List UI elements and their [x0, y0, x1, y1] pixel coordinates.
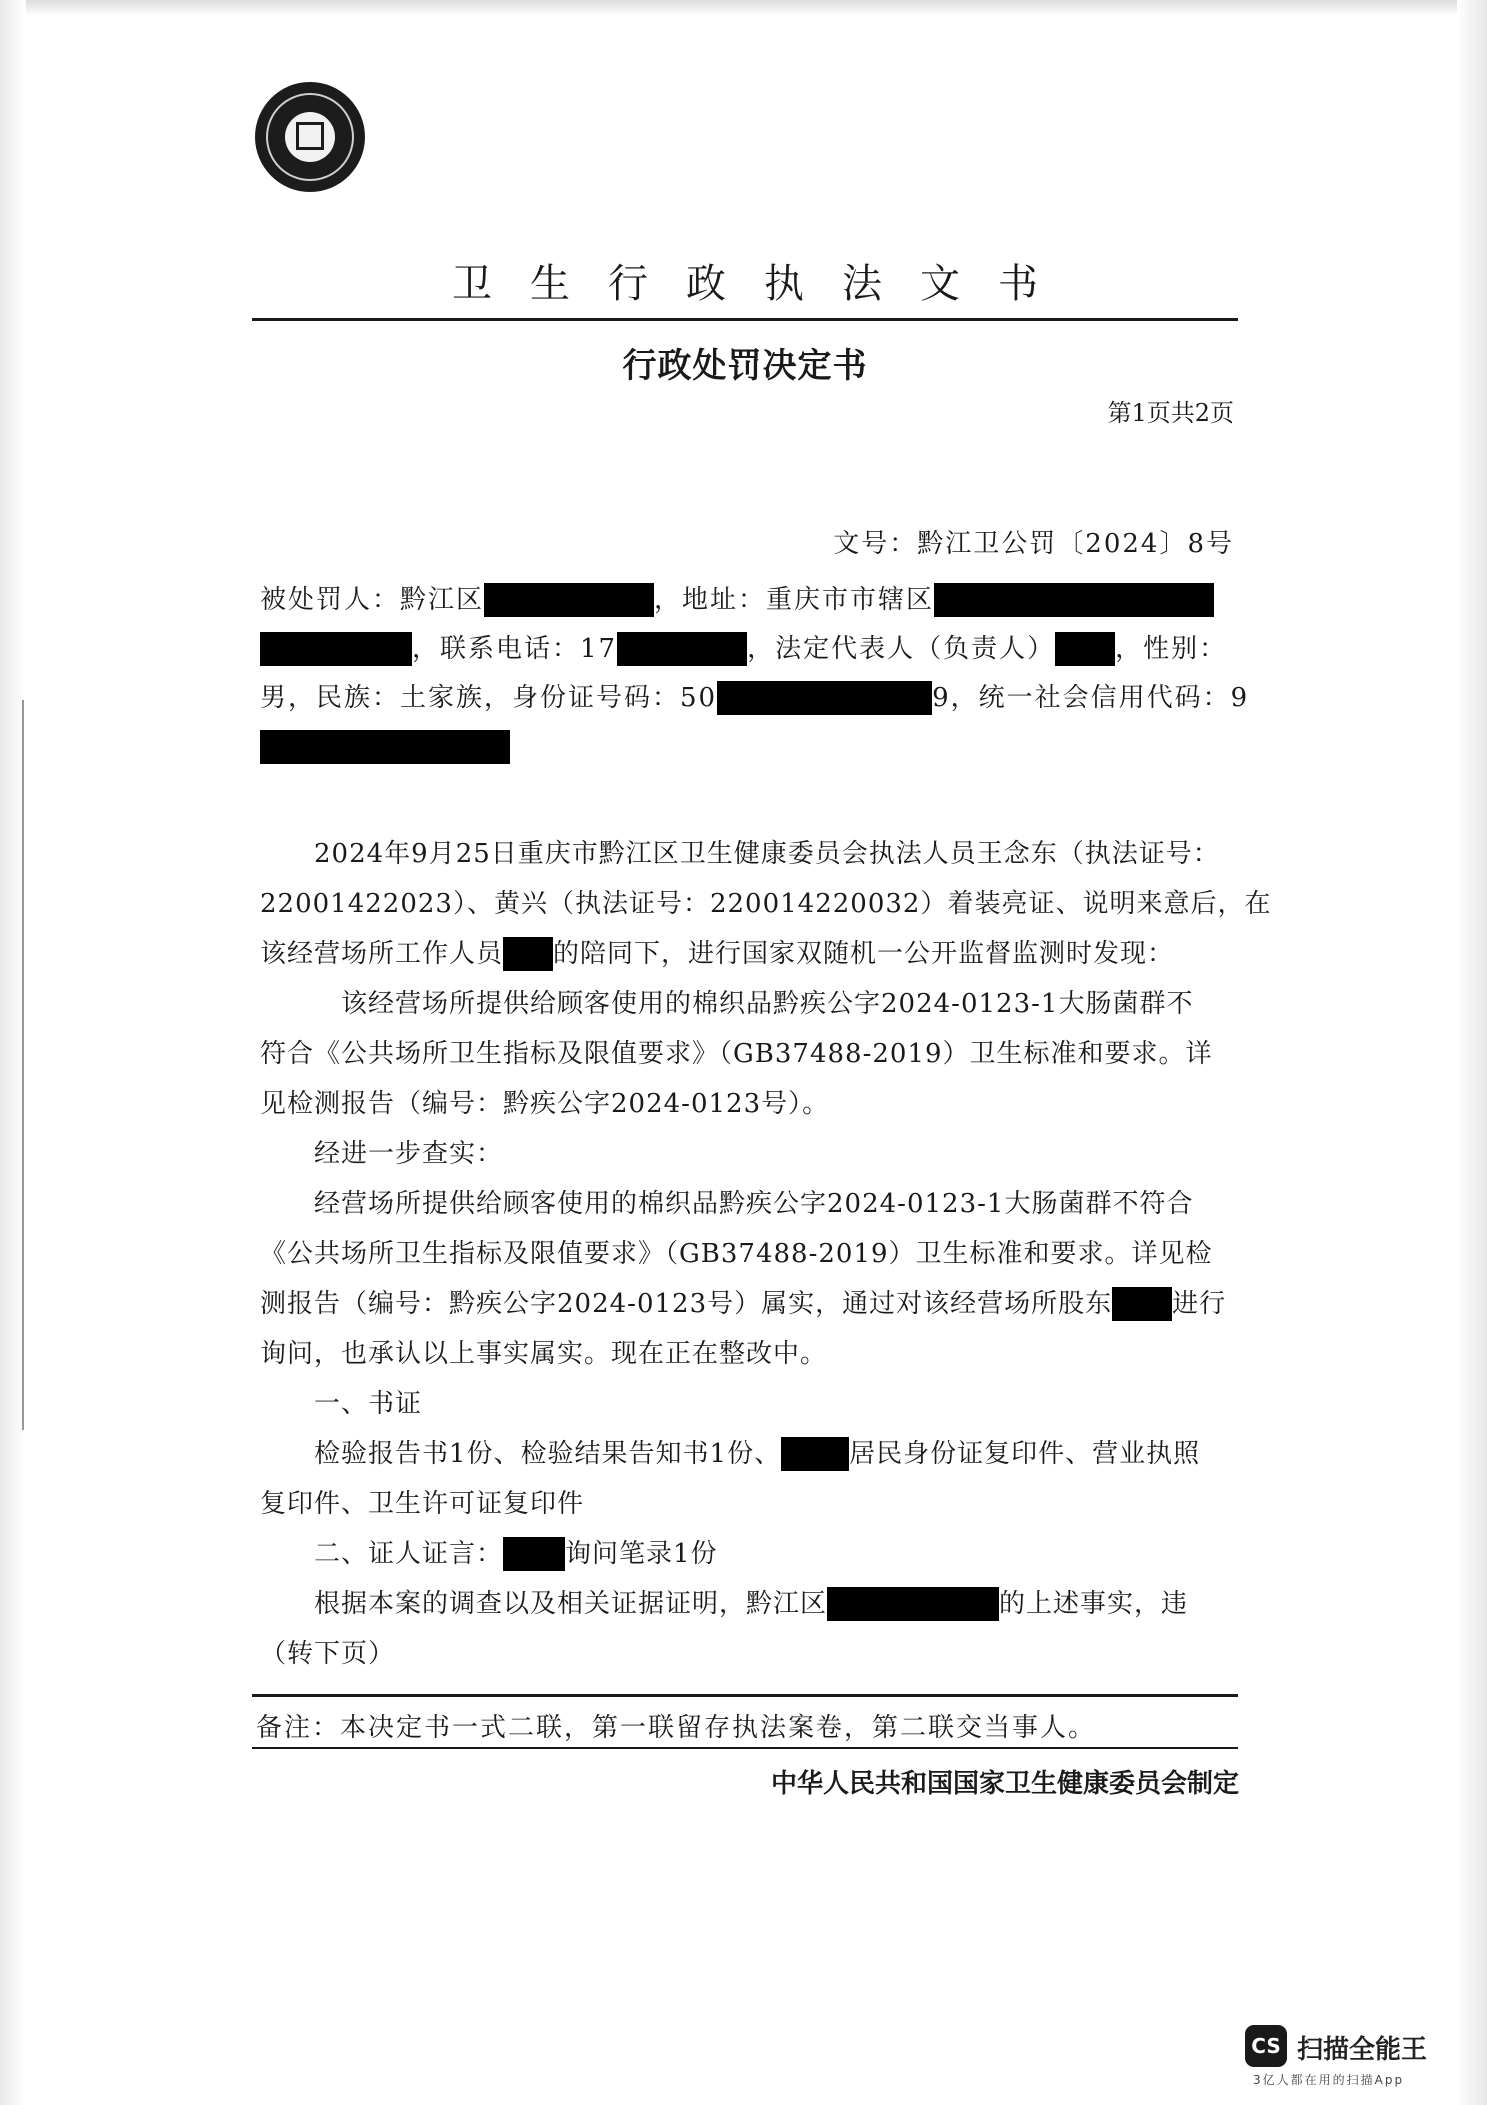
- text-run: 9，统一社会信用代码：9: [932, 683, 1250, 713]
- text-run: 一、书证: [260, 1389, 423, 1419]
- footer-note: 备注：本决定书一式二联，第一联留存执法案卷，第二联交当事人。: [256, 1713, 1097, 1743]
- text-line: [260, 1537, 718, 1571]
- header-title: 卫生行政执法文书: [452, 261, 1076, 307]
- redaction-bar: [260, 730, 510, 764]
- text-line: [260, 1587, 1188, 1621]
- text-line: [260, 1037, 1213, 1071]
- text-line: [260, 1187, 1193, 1221]
- text-line: [260, 632, 1227, 666]
- redaction-bar: [484, 583, 654, 617]
- watermark-app-name: 扫描全能王: [1297, 2035, 1428, 2065]
- text-line: [260, 1487, 584, 1521]
- text-run: 检验报告书1份、检验结果告知书1份、: [260, 1439, 782, 1469]
- text-run: 22001422023）、黄兴（执法证号：220014220032）着装亮证、说明来意后，在: [260, 889, 1272, 919]
- text-line: [260, 730, 510, 764]
- redaction-bar: [617, 632, 747, 666]
- scan-edge-right: [1457, 0, 1487, 2105]
- redaction-bar: [1112, 1287, 1172, 1321]
- text-run: ，法定代表人（负责人）: [747, 634, 1056, 664]
- text-line: [260, 1237, 1213, 1271]
- text-run: 该经营场所工作人员: [260, 939, 504, 969]
- national-emblem-seal: [255, 82, 365, 192]
- redaction-bar: [260, 632, 412, 666]
- redaction-bar: [934, 583, 1214, 617]
- text-line: [260, 1387, 422, 1421]
- text-line: [260, 1637, 395, 1671]
- text-run: 被处罚人：黔江区: [260, 585, 485, 615]
- text-line: [260, 937, 1174, 971]
- page-indicator: 第1页共2页: [1107, 399, 1234, 427]
- text-run: 该经营场所提供给顾客使用的棉织品黔疾公字2024-0123-1大肠菌群不: [260, 989, 1194, 1019]
- text-line: [260, 1287, 1226, 1321]
- text-line: [260, 583, 1214, 617]
- text-line: [260, 681, 1249, 715]
- redaction-bar: [781, 1437, 849, 1471]
- camscanner-logo-icon: CS: [1245, 2025, 1287, 2067]
- text-line: [260, 887, 1271, 921]
- text-line: [260, 1437, 1200, 1471]
- document-type-title: 行政处罚决定书: [622, 346, 868, 386]
- text-run: 2024年9月25日重庆市黔江区卫生健康委员会执法人员王念东（执法证号：: [260, 839, 1220, 869]
- redaction-bar: [827, 1587, 999, 1621]
- binding-margin-line: [22, 700, 24, 1430]
- text-run: ，性别：: [1115, 634, 1228, 664]
- text-run: 见检测报告（编号：黔疾公字2024-0123号）。: [260, 1089, 830, 1119]
- redaction-bar: [717, 681, 932, 715]
- text-run: （转下页）: [260, 1639, 396, 1669]
- footer-rule-top: [252, 1694, 1238, 1697]
- text-run: 居民身份证复印件、营业执照: [849, 1439, 1201, 1469]
- text-line: [260, 1087, 829, 1121]
- redaction-bar: [503, 1537, 565, 1571]
- text-line: [260, 837, 1220, 871]
- redaction-bar: [503, 937, 553, 971]
- footer-issuer: 中华人民共和国国家卫生健康委员会制定: [770, 1769, 1239, 1799]
- text-run: 的陪同下，进行国家双随机一公开监督监测时发现：: [553, 939, 1175, 969]
- text-run: 经进一步查实：: [260, 1139, 504, 1169]
- text-line: [260, 1337, 827, 1371]
- document-number: 文号：黔江卫公罚〔2024〕8号: [833, 529, 1234, 559]
- redaction-bar: [1055, 632, 1115, 666]
- text-run: 符合《公共场所卫生指标及限值要求》（GB37488-2019）卫生标准和要求。详: [260, 1039, 1213, 1069]
- scanner-watermark: [1245, 2025, 1445, 2085]
- text-run: 的上述事实，违: [999, 1589, 1189, 1619]
- text-run: 询问，也承认以上事实属实。现在正在整改中。: [260, 1339, 828, 1369]
- text-run: 测报告（编号：黔疾公字2024-0123号）属实，通过对该经营场所股东: [260, 1289, 1113, 1319]
- text-run: 进行: [1172, 1289, 1227, 1319]
- text-run: 二、证人证言：: [260, 1539, 504, 1569]
- text-run: ，地址：重庆市市辖区: [654, 585, 935, 615]
- emblem-mark: [296, 122, 324, 150]
- text-run: ，联系电话：17: [412, 634, 618, 664]
- text-run: 根据本案的调查以及相关证据证明，黔江区: [260, 1589, 828, 1619]
- text-line: [260, 1137, 503, 1171]
- scan-edge-top: [0, 0, 1487, 16]
- text-run: 经营场所提供给顾客使用的棉织品黔疾公字2024-0123-1大肠菌群不符合: [260, 1189, 1194, 1219]
- header-rule: [252, 318, 1238, 321]
- text-line: [260, 987, 1193, 1021]
- text-run: 复印件、卫生许可证复印件: [260, 1489, 585, 1519]
- text-run: 《公共场所卫生指标及限值要求》（GB37488-2019）卫生标准和要求。详见检: [260, 1239, 1213, 1269]
- watermark-tagline: 3亿人都在用的扫描App: [1253, 2073, 1405, 2087]
- footer-rule-bottom: [252, 1747, 1238, 1749]
- text-run: 男，民族：土家族，身份证号码：50: [260, 683, 718, 713]
- text-run: 询问笔录1份: [565, 1539, 718, 1569]
